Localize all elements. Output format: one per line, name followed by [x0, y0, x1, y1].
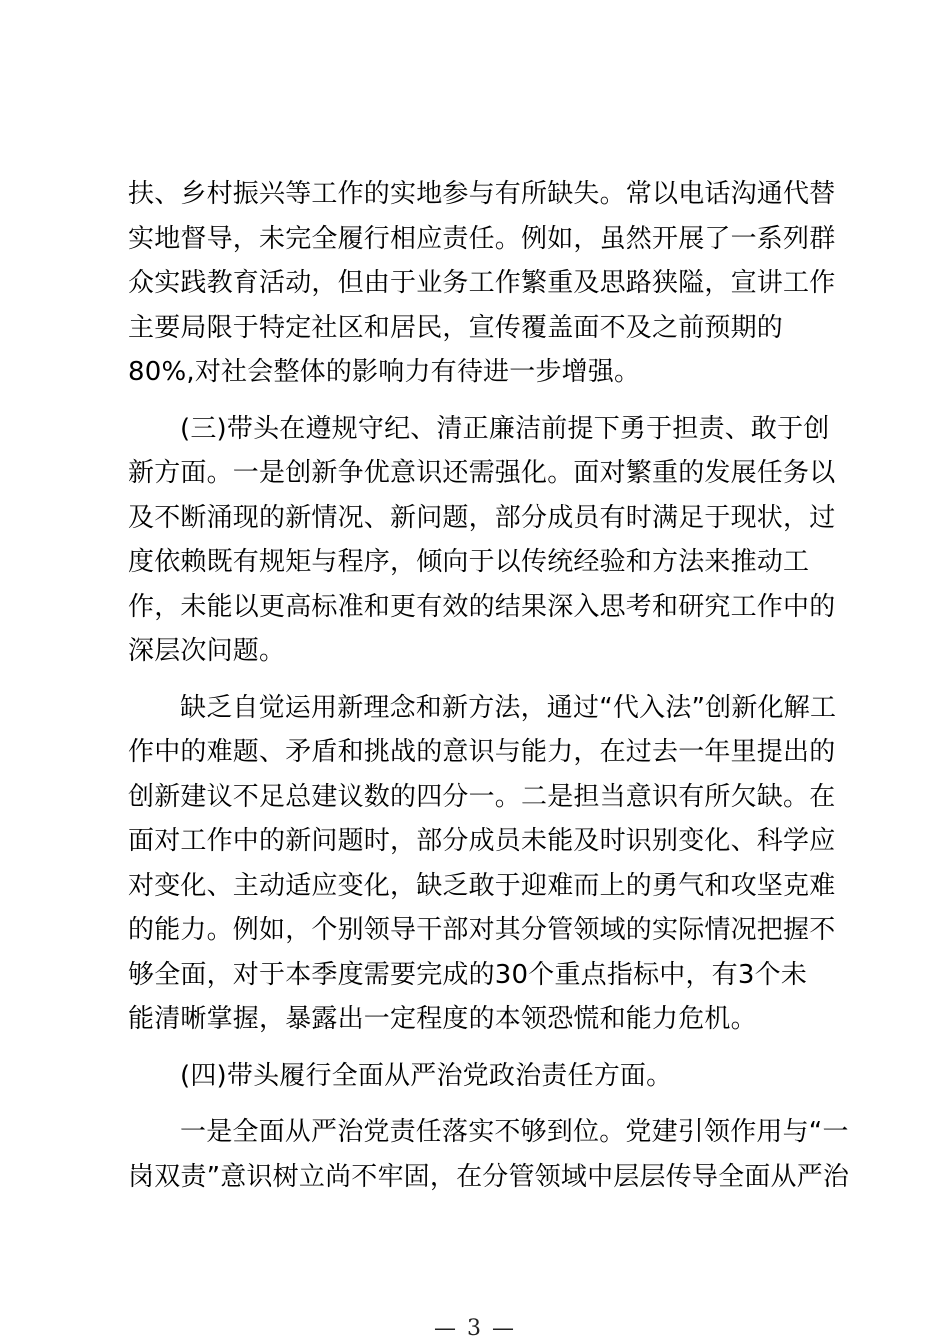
text-line: 的能力。例如，个别领导干部对其分管领域的实际情况把握不	[128, 915, 836, 945]
text-line: 岗双责”意识树立尚不牢固，在分管领域中层层传导全面从严治	[128, 1161, 850, 1192]
paragraph-section-four-heading	[128, 1054, 828, 1099]
text-line: 实地督导，未完全履行相应责任。例如，虽然开展了一系列群	[128, 223, 836, 254]
text-line: 主要局限于特定社区和居民，宣传覆盖面不及之前预期的	[128, 312, 784, 343]
text-line: 面对工作中的新问题时，部分成员未能及时识别变化、科学应	[128, 826, 836, 856]
text-line: (三)带头在遵规守纪、清正廉洁前提下勇于担责、敢于创	[180, 413, 830, 444]
text-line: 缺乏自觉运用新理念和新方法，通过“代入法”创新化解工	[180, 692, 837, 723]
text-line: 度依赖既有规矩与程序，倾向于以传统经验和方法来推动工	[128, 547, 810, 577]
text-line: 作，未能以更高标准和更有效的结果深入思考和研究工作中的	[128, 591, 836, 622]
text-line: 扶、乡村振兴等工作的实地参与有所缺失。常以电话沟通代替	[128, 179, 836, 209]
paragraph-party-responsibility	[128, 1110, 850, 1199]
text-line: 创新建议不足总建议数的四分一。二是担当意识有所欠缺。在	[128, 781, 836, 812]
text-line: 对变化、主动适应变化，缺乏敢于迎难而上的勇气和攻坚克难	[128, 870, 836, 901]
page-number: — 3 —	[434, 1316, 516, 1341]
text-line: 能清晰掌握，暴露出一定程度的本领恐慌和能力危机。	[128, 1004, 757, 1034]
text-line: 及不断涌现的新情况、新问题，部分成员有时满足于现状，过	[128, 502, 836, 533]
text-line: 众实践教育活动，但由于业务工作繁重及思路狭隘，宣讲工作	[128, 268, 836, 298]
text-line: 作中的难题、矛盾和挑战的意识与能力，在过去一年里提出的	[128, 737, 836, 767]
text-line: 新方面。一是创新争优意识还需强化。面对繁重的发展任务以	[128, 458, 836, 488]
text-line: 深层次问题。	[128, 636, 286, 666]
text-line: 一是全面从严治党责任落实不够到位。党建引领作用与“一	[180, 1117, 849, 1147]
paragraph-innovation	[128, 686, 837, 1042]
text-line: 够全面，对于本季度需要完成的30个重点指标中，有3个未	[128, 959, 808, 990]
paragraph-continuation	[128, 172, 836, 395]
text-line: 80%,对社会整体的影响力有待进一步增强。	[128, 357, 641, 387]
document-body	[128, 172, 850, 1199]
paragraph-section-three	[128, 407, 836, 674]
text-line: (四)带头履行全面从严治党政治责任方面。	[180, 1060, 673, 1091]
